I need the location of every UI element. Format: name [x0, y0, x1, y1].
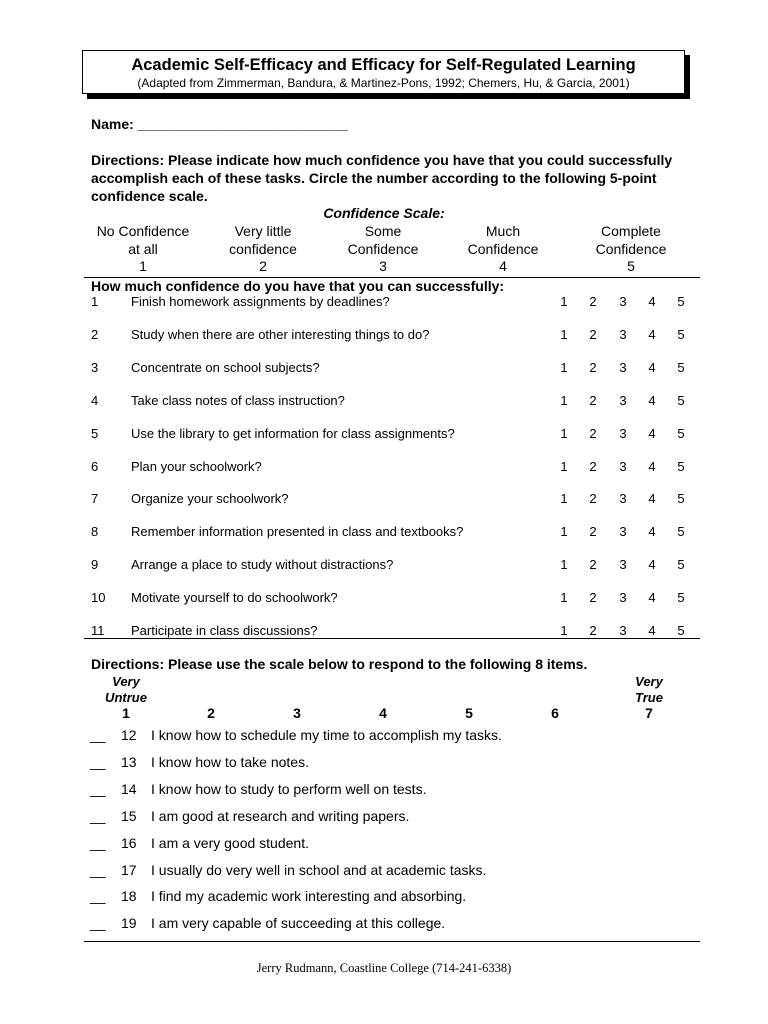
rating-option-4[interactable]: 4 — [648, 392, 656, 408]
rating-option-4[interactable]: 4 — [648, 359, 656, 375]
confidence-item — [0, 491, 768, 511]
agreement-item — [0, 727, 768, 747]
rating-option-3[interactable]: 3 — [619, 326, 627, 342]
scale-anchor-1: No Confidence at all 1 — [96, 223, 190, 274]
confidence-item — [0, 459, 768, 479]
confidence-item — [0, 327, 768, 347]
item-number: 13 — [121, 753, 137, 770]
item-number: 12 — [121, 727, 137, 743]
name-field-label: Name: ___________________________ — [91, 116, 348, 132]
rating-option-2[interactable]: 2 — [589, 326, 597, 342]
scale-value-3: 3 — [293, 705, 301, 721]
agreement-item — [0, 754, 768, 774]
rating-option-1[interactable]: 1 — [560, 326, 568, 342]
item-text: Remember information presented in class and textbooks? — [131, 524, 464, 540]
item-text: Use the library to get information for class assignments? — [131, 425, 455, 441]
anchor-very-true: Very True — [635, 674, 663, 705]
rating-option-4[interactable]: 4 — [648, 326, 656, 342]
directions-part2: Directions: Please use the scale below to respond to the following 8 items. — [91, 656, 588, 672]
rating-option-3[interactable]: 3 — [619, 294, 627, 309]
scale-value-7: 7 — [645, 705, 653, 721]
rating-option-2[interactable]: 2 — [589, 294, 597, 309]
directions-part1: Directions: Please indicate how much confidence you have that you could successfully accomplish each of these tasks. Circle the number according to the following 5-point confidence scale. — [91, 152, 673, 204]
response-blank[interactable]: __ — [90, 861, 106, 878]
rating-option-1[interactable]: 1 — [560, 557, 568, 573]
item-text: I usually do very well in school and at academic tasks. — [151, 861, 487, 878]
agreement-item — [0, 888, 768, 908]
item-number: 8 — [91, 524, 99, 540]
rating-option-3[interactable]: 3 — [619, 623, 627, 638]
rating-option-3[interactable]: 3 — [619, 524, 627, 540]
item-number: 14 — [121, 780, 137, 797]
agreement-item — [0, 781, 768, 801]
item-number: 4 — [91, 392, 99, 408]
scale-anchor-2: Very little confidence 2 — [229, 223, 297, 274]
rating-option-5[interactable]: 5 — [677, 524, 685, 540]
response-blank[interactable]: __ — [90, 888, 106, 905]
rating-option-1[interactable]: 1 — [560, 359, 568, 375]
rating-option-4[interactable]: 4 — [648, 491, 656, 507]
item-number: 1 — [91, 294, 99, 309]
item-number: 11 — [91, 623, 105, 638]
item-text: Participate in class discussions? — [131, 623, 318, 638]
item-number: 19 — [121, 915, 137, 932]
response-blank[interactable]: __ — [90, 780, 106, 797]
rating-option-5[interactable]: 5 — [677, 294, 685, 309]
response-blank[interactable]: __ — [90, 915, 106, 932]
confidence-item — [0, 426, 768, 446]
rating-option-3[interactable]: 3 — [619, 590, 627, 606]
rating-option-5[interactable]: 5 — [677, 590, 685, 606]
item-number: 6 — [91, 458, 99, 474]
rating-option-2[interactable]: 2 — [589, 392, 597, 408]
rating-option-1[interactable]: 1 — [560, 458, 568, 474]
item-text: I am a very good student. — [151, 834, 309, 851]
rating-option-2[interactable]: 2 — [589, 359, 597, 375]
item-number: 5 — [91, 425, 99, 441]
scale-anchor-4: Much Confidence 4 — [467, 223, 539, 274]
item-number: 18 — [121, 888, 137, 905]
agreement-item — [0, 915, 768, 935]
rating-option-2[interactable]: 2 — [589, 557, 597, 573]
rating-option-2[interactable]: 2 — [589, 623, 597, 638]
item-number: 15 — [121, 807, 137, 824]
response-blank[interactable]: __ — [90, 834, 106, 851]
divider-middle — [84, 638, 700, 639]
rating-option-4[interactable]: 4 — [648, 623, 656, 638]
scale-value-1: 1 — [122, 705, 130, 721]
agreement-item — [0, 808, 768, 828]
scale-value-4: 4 — [379, 705, 387, 721]
confidence-item — [0, 557, 768, 577]
item-text: Motivate yourself to do schoolwork? — [131, 590, 338, 606]
response-blank[interactable]: __ — [90, 753, 106, 770]
rating-option-4[interactable]: 4 — [648, 590, 656, 606]
rating-option-1[interactable]: 1 — [560, 524, 568, 540]
item-text: I find my academic work interesting and absorbing. — [151, 888, 467, 905]
item-text: I know how to study to perform well on tests. — [151, 780, 427, 797]
confidence-item — [0, 524, 768, 544]
rating-option-4[interactable]: 4 — [648, 557, 656, 573]
title-box — [82, 50, 685, 94]
item-text: Organize your schoolwork? — [131, 491, 289, 507]
item-number: 3 — [91, 359, 99, 375]
scale-value-6: 6 — [551, 705, 559, 721]
item-text: I am very capable of succeeding at this college. — [151, 915, 446, 932]
scale-value-5: 5 — [465, 705, 473, 721]
rating-option-5[interactable]: 5 — [677, 425, 685, 441]
rating-option-2[interactable]: 2 — [589, 458, 597, 474]
confidence-item — [0, 590, 768, 610]
item-text: Finish homework assignments by deadlines? — [131, 294, 390, 309]
rating-option-3[interactable]: 3 — [619, 425, 627, 441]
agreement-item — [0, 862, 768, 882]
document-subtitle: (Adapted from Zimmerman, Bandura, & Martinez-Pons, 1992; Chemers, Hu, & Garcia, 2001) — [137, 76, 630, 90]
item-text: Study when there are other interesting things to do? — [131, 326, 430, 342]
rating-option-3[interactable]: 3 — [619, 392, 627, 408]
item-text: Concentrate on school subjects? — [131, 359, 320, 375]
question-header: How much confidence do you have that you can successfully: — [91, 278, 505, 294]
agreement-item — [0, 835, 768, 855]
rating-option-5[interactable]: 5 — [677, 392, 685, 408]
anchor-very-untrue: Very Untrue — [105, 674, 147, 705]
rating-option-5[interactable]: 5 — [677, 326, 685, 342]
item-text: I know how to take notes. — [151, 753, 309, 770]
confidence-item — [0, 393, 768, 413]
rating-option-3[interactable]: 3 — [619, 491, 627, 507]
rating-option-5[interactable]: 5 — [677, 491, 685, 507]
rating-option-1[interactable]: 1 — [560, 491, 568, 507]
rating-option-2[interactable]: 2 — [589, 491, 597, 507]
item-text: Take class notes of class instruction? — [131, 392, 345, 408]
rating-option-3[interactable]: 3 — [619, 557, 627, 573]
item-number: 17 — [121, 861, 137, 878]
rating-option-3[interactable]: 3 — [619, 458, 627, 474]
rating-option-5[interactable]: 5 — [677, 458, 685, 474]
rating-option-2[interactable]: 2 — [589, 590, 597, 606]
rating-option-5[interactable]: 5 — [677, 557, 685, 573]
divider-bottom — [84, 941, 700, 942]
response-blank[interactable]: __ — [90, 807, 106, 824]
rating-option-1[interactable]: 1 — [560, 294, 568, 309]
item-text: I am good at research and writing papers. — [151, 807, 410, 824]
item-number: 7 — [91, 491, 99, 507]
item-text: Plan your schoolwork? — [131, 458, 262, 474]
document-title: Academic Self-Efficacy and Efficacy for Self-Regulated Learning — [131, 56, 636, 74]
item-text: Arrange a place to study without distractions? — [131, 557, 394, 573]
rating-option-1[interactable]: 1 — [560, 392, 568, 408]
rating-option-4[interactable]: 4 — [648, 458, 656, 474]
scale-value-2: 2 — [207, 705, 215, 721]
rating-option-1[interactable]: 1 — [560, 623, 568, 638]
confidence-scale-title: Confidence Scale: — [323, 205, 445, 221]
item-number: 10 — [91, 590, 106, 606]
rating-option-1[interactable]: 1 — [560, 590, 568, 606]
rating-option-4[interactable]: 4 — [648, 425, 656, 441]
rating-option-4[interactable]: 4 — [648, 294, 656, 309]
rating-option-3[interactable]: 3 — [619, 359, 627, 375]
rating-option-5[interactable]: 5 — [677, 359, 685, 375]
rating-option-2[interactable]: 2 — [589, 425, 597, 441]
confidence-item — [0, 623, 768, 643]
rating-option-2[interactable]: 2 — [589, 524, 597, 540]
confidence-item — [0, 294, 768, 314]
item-number: 9 — [91, 557, 99, 573]
rating-option-1[interactable]: 1 — [560, 425, 568, 441]
scale-anchor-3: Some Confidence 3 — [347, 223, 419, 274]
item-text: I know how to schedule my time to accomplish my tasks. — [151, 727, 502, 743]
footer-credit: Jerry Rudmann, Coastline College (714-241-6338) — [256, 961, 512, 975]
item-number: 16 — [121, 834, 137, 851]
item-number: 2 — [91, 326, 99, 342]
scale-anchor-5: Complete Confidence 5 — [595, 223, 667, 274]
response-blank[interactable]: __ — [90, 727, 106, 743]
confidence-item — [0, 360, 768, 380]
rating-option-4[interactable]: 4 — [648, 524, 656, 540]
rating-option-5[interactable]: 5 — [677, 623, 685, 638]
